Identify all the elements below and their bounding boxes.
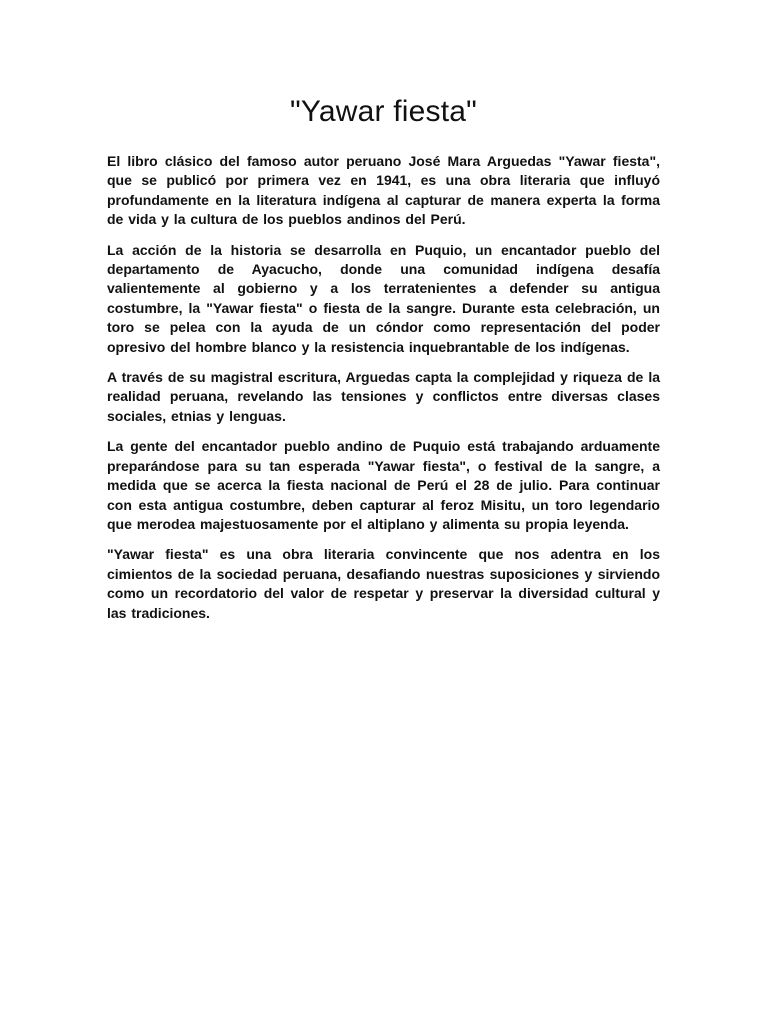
paragraph-plot: La acción de la historia se desarrolla en Puquio, un encantador pueblo del departamento de Ayacucho, donde una comunidad indígena desafía valientemente al gobierno y a los terratenientes a defender su antigua costumbre, la "Yawar fiesta" o fiesta de la sangre. Durante esta celebración, un toro se pelea con la ayuda de un cóndor como representación del poder opresivo del hombre blanco y la resistencia inquebrantable de los indígenas. xyxy=(107,241,660,355)
document-page xyxy=(107,90,660,634)
paragraph-conclusion: "Yawar fiesta" es una obra literaria convincente que nos adentra en los cimientos de la sociedad peruana, desafiando nuestras suposiciones y sirviendo como un recordatorio del valor de respetar y preservar la diversidad cultural y las tradiciones. xyxy=(107,546,660,621)
paragraph-intro: El libro clásico del famoso autor peruano José Mara Arguedas "Yawar fiesta", que se publicó por primera vez en 1941, es una obra literaria que influyó profundamente en la literatura indígena al capturar de manera experta la forma de vida y la cultura de los pueblos andinos del Perú. xyxy=(107,153,660,228)
paragraph-festival: La gente del encantador pueblo andino de Puquio está trabajando arduamente preparándose para su tan esperada "Yawar fiesta", o festival de la sangre, a medida que se acerca la fiesta nacional de Perú el 28 de julio. Para continuar con esta antigua costumbre, deben capturar al feroz Misitu, un toro legendario que merodea majestuosamente por el altiplano y alimenta su propia leyenda. xyxy=(107,438,660,532)
paragraph-style: A través de su magistral escritura, Arguedas capta la complejidad y riqueza de la realidad peruana, revelando las tensiones y conflictos entre diversas clases sociales, etnias y lenguas. xyxy=(107,369,660,424)
document-title: "Yawar fiesta" xyxy=(290,95,477,128)
